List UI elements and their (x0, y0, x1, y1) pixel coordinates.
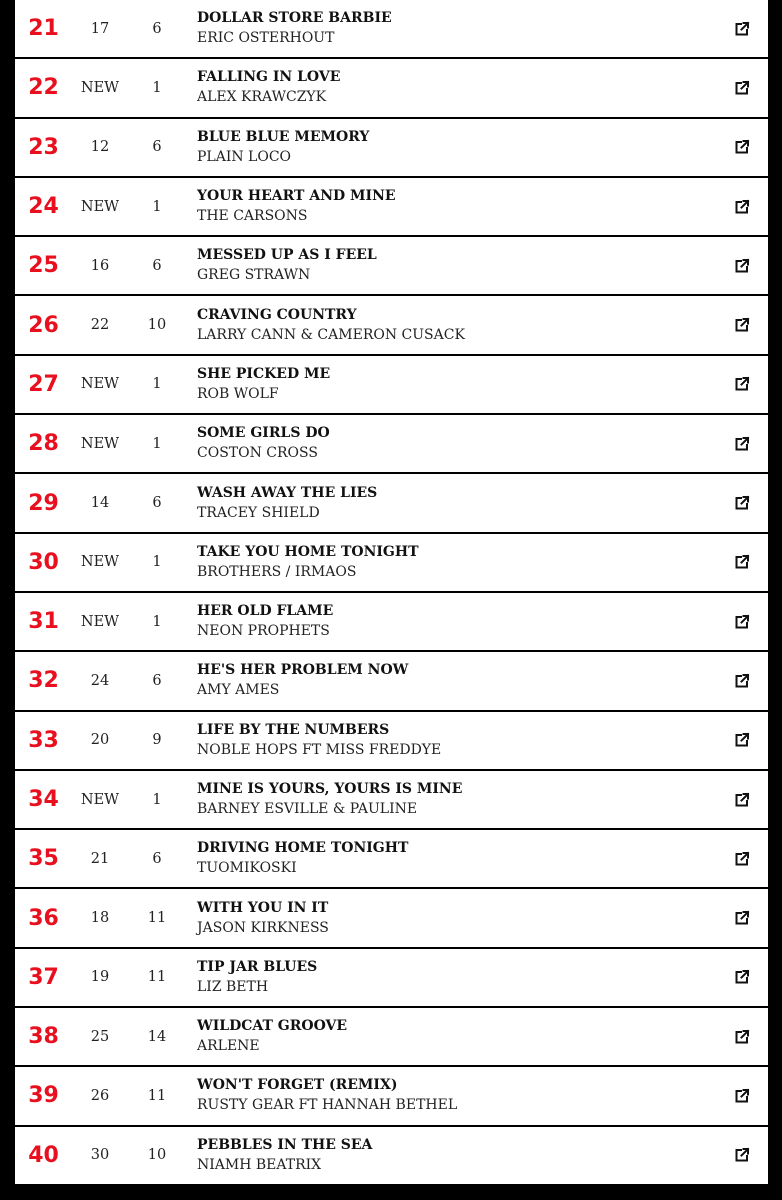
chart-row (15, 830, 768, 889)
chart-position: 31 (28, 609, 59, 635)
song-title: TAKE YOU HOME TONIGHT (197, 543, 419, 560)
external-link-button[interactable] (730, 1008, 754, 1065)
song-artist: RUSTY GEAR FT HANNAH BETHEL (197, 1097, 458, 1114)
chart-row (15, 652, 768, 711)
chart-row (15, 593, 768, 652)
weeks-on-chart: 11 (147, 1087, 167, 1104)
song-title: TIP JAR BLUES (197, 958, 318, 975)
song-title: WON'T FORGET (REMIX) (197, 1077, 398, 1094)
chart-row (15, 119, 768, 178)
song-title: LIFE BY THE NUMBERS (197, 721, 390, 738)
external-link-button[interactable] (730, 889, 754, 946)
external-link-icon (734, 969, 750, 985)
external-link-icon (734, 258, 750, 274)
song-title: DOLLAR STORE BARBIE (197, 10, 392, 27)
song-artist: ALEX KRAWCZYK (197, 89, 327, 106)
last-week-position: NEW (80, 79, 120, 96)
song-artist: BARNEY ESVILLE & PAULINE (197, 801, 418, 817)
weeks-on-chart: 6 (152, 850, 162, 867)
chart-row (15, 356, 768, 415)
chart-position: 26 (28, 312, 59, 338)
chart-row (15, 474, 768, 533)
chart-row (15, 771, 768, 830)
song-info (197, 712, 441, 769)
weeks-on-chart: 6 (152, 495, 162, 512)
chart-row (15, 415, 768, 474)
song-artist: THE CARSONS (197, 208, 308, 225)
last-week-position: 26 (90, 1087, 110, 1104)
song-title: FALLING IN LOVE (197, 69, 341, 86)
song-info (197, 119, 369, 176)
song-artist: COSTON CROSS (197, 445, 318, 462)
weeks-on-chart: 6 (152, 139, 162, 156)
weeks-on-chart: 1 (152, 376, 162, 393)
weeks-on-chart: 14 (147, 1028, 167, 1045)
external-link-button[interactable] (730, 237, 754, 294)
song-info (197, 237, 377, 294)
song-title: WITH YOU IN IT (197, 899, 329, 916)
song-info (197, 356, 330, 413)
external-link-button[interactable] (730, 712, 754, 769)
song-title: MESSED UP AS I FEEL (197, 247, 377, 264)
song-artist: TUOMIKOSKI (197, 860, 297, 877)
last-week-position: 30 (90, 1147, 110, 1164)
song-info (197, 1127, 372, 1184)
song-artist: BROTHERS / IRMAOS (197, 563, 357, 580)
last-week-position: 24 (90, 672, 110, 689)
external-link-icon (734, 910, 750, 926)
chart-row (15, 178, 768, 237)
chart-list (15, 0, 768, 1184)
external-link-icon (734, 614, 750, 630)
chart-position: 32 (28, 668, 59, 694)
weeks-on-chart: 1 (152, 198, 162, 215)
song-artist: ROB WOLF (197, 385, 279, 402)
song-info (197, 1008, 347, 1065)
song-title: WASH AWAY THE LIES (197, 484, 378, 501)
song-artist: ARLENE (197, 1038, 260, 1055)
song-artist: NEON PROPHETS (197, 623, 330, 640)
song-info (197, 830, 408, 887)
song-title: HER OLD FLAME (197, 603, 334, 620)
song-title: HE'S HER PROBLEM NOW (197, 662, 409, 679)
chart-row (15, 949, 768, 1008)
external-link-button[interactable] (730, 415, 754, 472)
external-link-icon (734, 436, 750, 452)
external-link-icon (734, 1029, 750, 1045)
external-link-button[interactable] (730, 296, 754, 353)
song-artist: LIZ BETH (197, 978, 269, 995)
last-week-position: NEW (80, 435, 120, 452)
external-link-button[interactable] (730, 771, 754, 828)
chart-position: 34 (28, 787, 59, 812)
external-link-icon (734, 732, 750, 748)
song-title: WILDCAT GROOVE (197, 1018, 348, 1035)
song-info (197, 296, 465, 353)
external-link-button[interactable] (730, 830, 754, 887)
song-title: BLUE BLUE MEMORY (197, 128, 370, 145)
song-artist: NIAMH BEATRIX (197, 1156, 322, 1173)
external-link-icon (734, 495, 750, 511)
last-week-position: 16 (90, 257, 110, 274)
song-info (197, 889, 329, 946)
weeks-on-chart: 11 (147, 910, 167, 927)
weeks-on-chart: 9 (152, 732, 162, 749)
last-week-position: 19 (90, 969, 110, 986)
weeks-on-chart: 6 (152, 257, 162, 274)
song-info (197, 949, 317, 1006)
chart-position: 39 (28, 1083, 59, 1109)
chart-row (15, 296, 768, 355)
song-info (197, 534, 419, 591)
song-title: YOUR HEART AND MINE (197, 188, 396, 205)
external-link-button[interactable] (730, 0, 754, 57)
weeks-on-chart: 1 (152, 791, 162, 808)
song-artist: ERIC OSTERHOUT (197, 30, 335, 47)
last-week-position: NEW (80, 791, 120, 808)
song-artist: AMY AMES (197, 682, 280, 699)
song-title: SOME GIRLS DO (197, 425, 330, 442)
last-week-position: NEW (80, 613, 120, 630)
chart-row (15, 889, 768, 948)
weeks-on-chart: 6 (152, 20, 162, 37)
last-week-position: 21 (90, 850, 110, 867)
external-link-icon (734, 1147, 750, 1163)
external-link-icon (734, 792, 750, 808)
song-info (197, 415, 330, 472)
chart-position: 27 (28, 371, 59, 397)
weeks-on-chart: 10 (147, 1147, 167, 1164)
chart-position: 23 (28, 134, 59, 160)
chart-position: 37 (28, 964, 59, 990)
chart-row (15, 534, 768, 593)
external-link-button[interactable] (730, 178, 754, 235)
chart-position: 25 (28, 253, 59, 279)
song-info (197, 59, 340, 116)
external-link-button[interactable] (730, 356, 754, 413)
song-title: DRIVING HOME TONIGHT (197, 840, 409, 857)
external-link-button[interactable] (730, 1067, 754, 1124)
song-info (197, 652, 408, 709)
external-link-button[interactable] (730, 652, 754, 709)
last-week-position: 12 (90, 139, 110, 156)
external-link-icon (734, 851, 750, 867)
song-title: PEBBLES IN THE SEA (197, 1136, 373, 1153)
chart-position: 28 (28, 431, 59, 457)
external-link-button[interactable] (730, 1127, 754, 1184)
external-link-button[interactable] (730, 59, 754, 116)
song-artist: LARRY CANN & CAMERON CUSACK (197, 326, 465, 343)
last-week-position: NEW (80, 198, 120, 215)
chart-position: 30 (28, 549, 59, 575)
external-link-icon (734, 317, 750, 333)
external-link-icon (734, 1088, 750, 1104)
weeks-on-chart: 10 (147, 317, 167, 334)
song-info (197, 0, 392, 57)
song-artist: GREG STRAWN (197, 267, 311, 284)
external-link-icon (734, 554, 750, 570)
chart-position: 33 (28, 727, 59, 753)
chart-row (15, 1127, 768, 1184)
song-title: SHE PICKED ME (197, 365, 331, 382)
external-link-button[interactable] (730, 593, 754, 650)
song-info (197, 474, 377, 531)
chart-row (15, 1067, 768, 1126)
external-link-icon (734, 80, 750, 96)
weeks-on-chart: 11 (147, 969, 167, 986)
chart-position: 35 (28, 846, 59, 872)
chart-row (15, 59, 768, 118)
last-week-position: 22 (90, 317, 110, 334)
external-link-icon (734, 673, 750, 689)
chart-position: 24 (28, 194, 59, 220)
song-title: MINE IS YOURS, YOURS IS MINE (197, 781, 463, 797)
external-link-icon (734, 139, 750, 155)
external-link-icon (734, 199, 750, 215)
chart-position: 21 (28, 16, 59, 42)
chart-position: 29 (28, 490, 59, 516)
song-info (197, 1067, 457, 1124)
chart-row (15, 237, 768, 296)
last-week-position: NEW (80, 376, 120, 393)
external-link-button[interactable] (730, 949, 754, 1006)
chart-position: 38 (28, 1024, 59, 1050)
chart-position: 40 (28, 1142, 59, 1168)
last-week-position: 17 (90, 20, 110, 37)
weeks-on-chart: 1 (152, 79, 162, 96)
song-info (197, 178, 396, 235)
external-link-button[interactable] (730, 534, 754, 591)
last-week-position: 20 (90, 732, 110, 749)
song-title: CRAVING COUNTRY (197, 306, 357, 323)
chart-row (15, 712, 768, 771)
last-week-position: 14 (90, 495, 110, 512)
chart-position: 36 (28, 905, 59, 931)
chart-position: 22 (28, 75, 59, 101)
external-link-icon (734, 376, 750, 392)
external-link-button[interactable] (730, 119, 754, 176)
song-info (197, 593, 333, 650)
song-artist: PLAIN LOCO (197, 148, 292, 165)
weeks-on-chart: 1 (152, 613, 162, 630)
external-link-icon (734, 21, 750, 37)
song-info (197, 771, 462, 828)
weeks-on-chart: 6 (152, 672, 162, 689)
song-artist: NOBLE HOPS FT MISS FREDDYE (197, 741, 442, 758)
last-week-position: 25 (90, 1028, 110, 1045)
song-artist: TRACEY SHIELD (197, 504, 320, 521)
last-week-position: 18 (90, 910, 110, 927)
chart-row (15, 1008, 768, 1067)
last-week-position: NEW (80, 554, 120, 571)
external-link-button[interactable] (730, 474, 754, 531)
weeks-on-chart: 1 (152, 435, 162, 452)
weeks-on-chart: 1 (152, 554, 162, 571)
chart-row (15, 0, 768, 59)
song-artist: JASON KIRKNESS (197, 919, 329, 936)
